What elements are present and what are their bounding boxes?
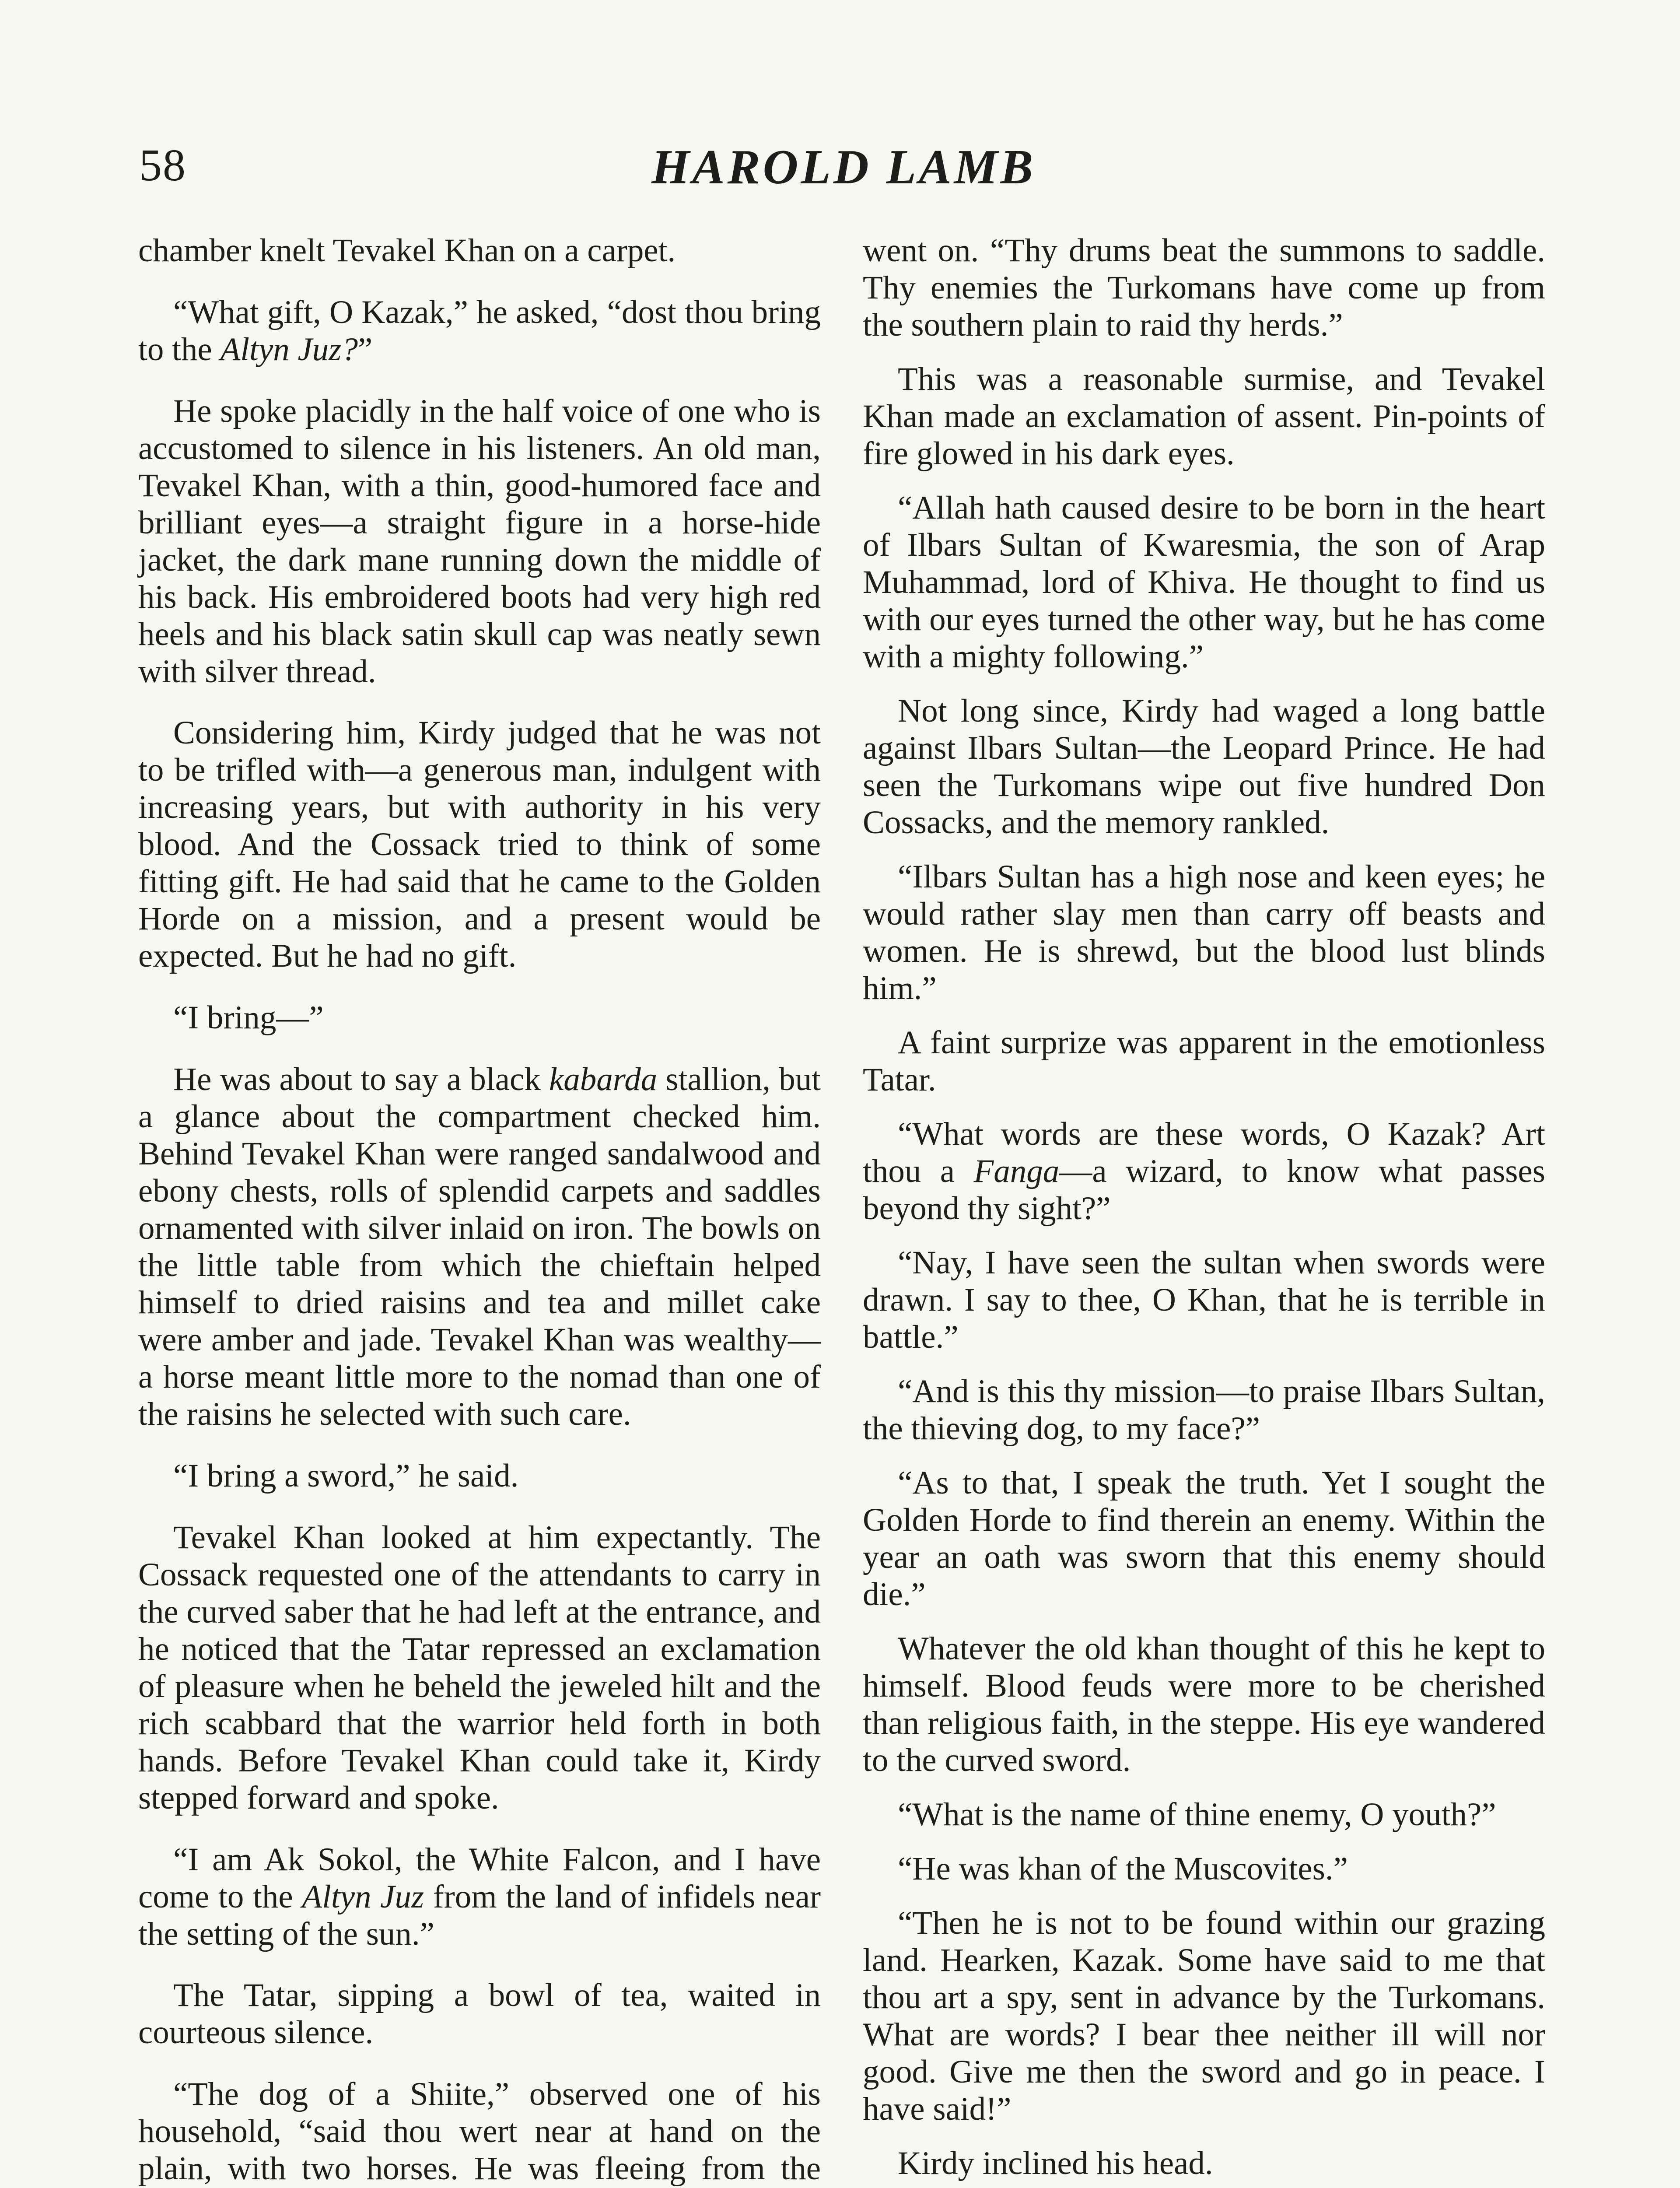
paragraph: “He was khan of the Muscovites.”: [898, 1851, 1348, 1887]
paragraph: Considering him, Kirdy judged that he was not to be trifled with—a generous man, indulgent with increasing years, but with authority in his very blood. And the Cossack tried to think of some fitting gift. He had said that he came to the Golden Horde on a mission, and a present would be expected. But he had no gift.: [138, 715, 821, 975]
paragraph: went on. “Thy drums beat the summons to saddle. Thy enemies the Turkomans have come up from the southern plain to raid thy herds.”: [863, 232, 1545, 343]
paragraph: “I bring a sword,” he said.: [173, 1457, 519, 1494]
running-head: HAROLD LAMB: [651, 140, 1036, 194]
page-number: 58: [139, 140, 186, 190]
paragraph: “What gift, O Kazak,” he asked, “dost thou bring to the Altyn Juz?”: [138, 294, 821, 368]
paragraph: He was about to say a black kabarda stallion, but a glance about the compartment checked him. Behind Tevakel Khan were ranged sandalwood and ebony chests, rolls of splendid carpets and saddles ornamented with silver inlaid on iron. The bowls on the little table from which the chieftain helped himself to dried raisins and tea and millet cake were amber and jade. Tevakel Khan was wealthy—a horse meant little more to the nomad than one of the raisins he selected with such care.: [138, 1061, 821, 1433]
paragraph: “And is this thy mission—to praise Ilbars Sultan, the thieving dog, to my face?”: [863, 1373, 1545, 1447]
paragraph: “What is the name of thine enemy, O youth?”: [898, 1796, 1496, 1833]
paragraph: Tevakel Khan looked at him expectantly. The Cossack requested one of the attendants to carry in the curved saber that he had left at the entrance, and he noticed that the Tatar repressed an exclamation of pleasure when he beheld the jeweled hilt and the rich scabbard that the warrior held forth in both hands. Before Tevakel Khan could take it, Kirdy stepped forward and spoke.: [138, 1519, 821, 1816]
paragraph: chamber knelt Tevakel Khan on a carpet.: [138, 232, 676, 269]
paragraph: Whatever the old khan thought of this he kept to himself. Blood feuds were more to be cherished than religious faith, in the steppe. His eye wandered to the curved sword.: [863, 1630, 1545, 1778]
paragraph: “Ilbars Sultan has a high nose and keen eyes; he would rather slay men than carry off beasts and women. He is shrewd, but the blood lust blinds him.”: [863, 859, 1545, 1006]
paragraph: A faint surprize was apparent in the emotionless Tatar.: [863, 1024, 1545, 1098]
paragraph: “The dog of a Shiite,” observed one of his household, “said thou wert near at hand on the plain, with two horses. He was fleeing from the: [138, 2076, 821, 2187]
paragraph: This was a reasonable surmise, and Tevakel Khan made an exclamation of assent. Pin-points of fire glowed in his dark eyes.: [863, 361, 1545, 472]
paragraph: “What words are these words, O Kazak? Art thou a Fanga—a wizard, to know what passes beyond thy sight?”: [863, 1116, 1545, 1227]
paragraph: “As to that, I speak the truth. Yet I sought the Golden Horde to find therein an enemy. Within the year an oath was sworn that this enemy should die.”: [863, 1465, 1545, 1613]
page-header: [139, 139, 1548, 200]
paragraph: “I am Ak Sokol, the White Falcon, and I have come to the Altyn Juz from the land of infidels near the setting of the sun.”: [138, 1841, 821, 1952]
paragraph: Kirdy inclined his head.: [898, 2145, 1213, 2181]
text-column-left: [138, 232, 821, 2188]
paragraph: “Then he is not to be found within our grazing land. Hearken, Kazak. Some have said to me that thou art a spy, sent in advance by the Turkomans. What are words? I bear thee neither ill will nor good. Give me then the sword and go in peace. I have said!”: [863, 1905, 1545, 2127]
paragraph: The Tatar, sipping a bowl of tea, waited in courteous silence.: [138, 1977, 821, 2051]
paragraph: “Allah hath caused desire to be born in the heart of Ilbars Sultan of Kwaresmia, the son of Arap Muhammad, lord of Khiva. He thought to find us with our eyes turned the other way, but he has come with a mighty following.”: [863, 490, 1545, 675]
paragraph: “Nay, I have seen the sultan when swords were drawn. I say to thee, O Khan, that he is terrible in battle.”: [863, 1245, 1545, 1355]
text-column-right: [863, 232, 1545, 2188]
paragraph: He spoke placidly in the half voice of one who is accustomed to silence in his listeners. An old man, Tevakel Khan, with a thin, good-humored face and brilliant eyes—a straight figure in a horse-hide jacket, the dark mane running down the middle of his back. His embroidered boots had very high red heels and his black satin skull cap was neatly sewn with silver thread.: [138, 393, 821, 690]
paragraph: “I bring—”: [173, 999, 324, 1036]
paragraph: Not long since, Kirdy had waged a long battle against Ilbars Sultan—the Leopard Prince. He had seen the Turkomans wipe out five hundred Don Cossacks, and the memory rankled.: [863, 693, 1545, 841]
